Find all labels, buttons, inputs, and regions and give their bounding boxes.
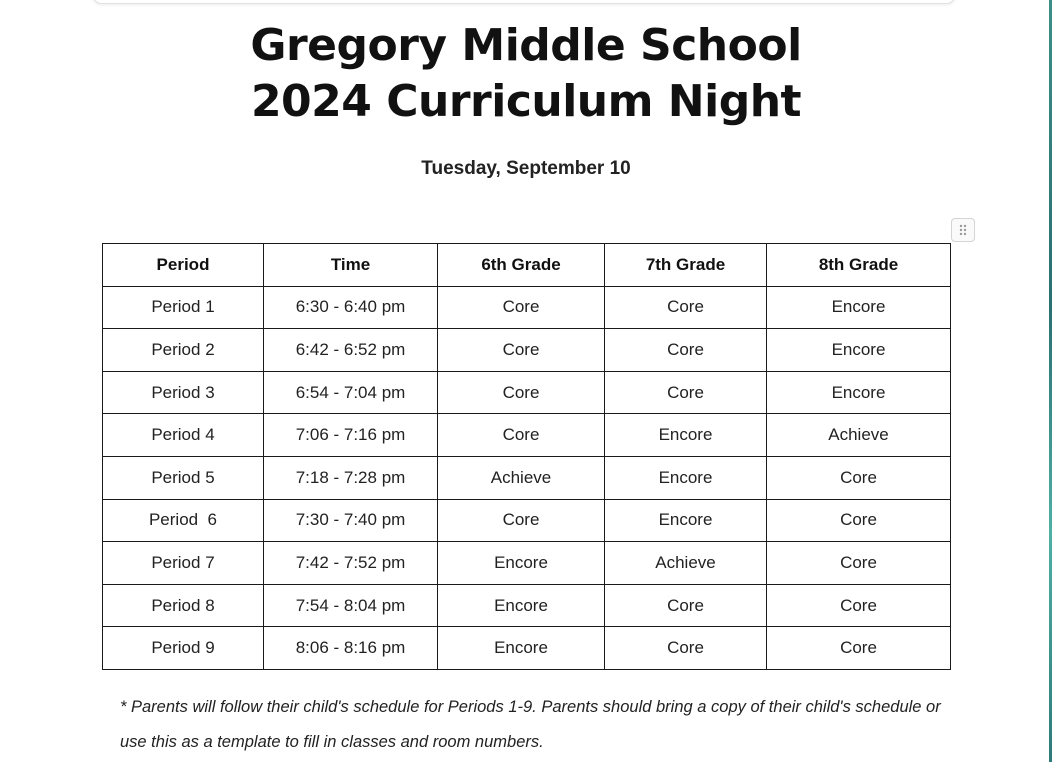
table-cell: Encore xyxy=(605,499,767,542)
table-cell: Period 7 xyxy=(103,542,264,585)
table-row xyxy=(103,371,951,414)
table-cell: Encore xyxy=(767,371,951,414)
table-cell: Core xyxy=(605,584,767,627)
table-cell: Core xyxy=(605,286,767,329)
table-cell: 7:54 - 8:04 pm xyxy=(264,584,438,627)
top-card-edge xyxy=(92,0,956,4)
table-cell: 8:06 - 8:16 pm xyxy=(264,627,438,670)
table-row xyxy=(103,286,951,329)
table-header-row xyxy=(103,244,951,287)
table-cell: Core xyxy=(438,499,605,542)
table-cell: Achieve xyxy=(767,414,951,457)
table-cell: Core xyxy=(767,456,951,499)
drag-handle-icon[interactable] xyxy=(951,218,975,242)
table-cell: 6:42 - 6:52 pm xyxy=(264,329,438,372)
table-cell: 7:06 - 7:16 pm xyxy=(264,414,438,457)
column-header: 8th Grade xyxy=(767,244,951,287)
table-cell: Period 6 xyxy=(103,499,264,542)
table-row xyxy=(103,329,951,372)
table-cell: Period 9 xyxy=(103,627,264,670)
table-cell: Encore xyxy=(438,584,605,627)
column-header: Period xyxy=(103,244,264,287)
column-header: 6th Grade xyxy=(438,244,605,287)
table-cell: Period 4 xyxy=(103,414,264,457)
table-row xyxy=(103,584,951,627)
table-cell: Encore xyxy=(767,329,951,372)
table-cell: Core xyxy=(438,286,605,329)
table-cell: Encore xyxy=(438,627,605,670)
schedule-table xyxy=(102,243,951,670)
table-cell: Achieve xyxy=(605,542,767,585)
title-line-2: 2024 Curriculum Night xyxy=(250,76,802,127)
table-cell: Core xyxy=(605,329,767,372)
table-row xyxy=(103,542,951,585)
title-line-1: Gregory Middle School xyxy=(250,20,802,71)
table-cell: Encore xyxy=(438,542,605,585)
table-row xyxy=(103,499,951,542)
column-header: Time xyxy=(264,244,438,287)
event-date: Tuesday, September 10 xyxy=(421,158,631,179)
page-title xyxy=(0,18,1052,130)
table-cell: Core xyxy=(438,371,605,414)
table-cell: Core xyxy=(767,584,951,627)
table-cell: Period 2 xyxy=(103,329,264,372)
table-cell: 7:18 - 7:28 pm xyxy=(264,456,438,499)
column-header: 7th Grade xyxy=(605,244,767,287)
footnote: * Parents will follow their child's schedule for Periods 1-9. Parents should bring a copy of their child's schedule or use this as a template to fill in classes and room numbers. xyxy=(120,698,941,751)
table-cell: Core xyxy=(605,371,767,414)
table-cell: Encore xyxy=(767,286,951,329)
table-cell: Core xyxy=(605,627,767,670)
table-cell: Core xyxy=(767,627,951,670)
table-cell: Period 1 xyxy=(103,286,264,329)
table-cell: 7:30 - 7:40 pm xyxy=(264,499,438,542)
table-body xyxy=(103,286,951,669)
table-row xyxy=(103,414,951,457)
table-cell: 6:30 - 6:40 pm xyxy=(264,286,438,329)
table-cell: Encore xyxy=(605,414,767,457)
table-row xyxy=(103,627,951,670)
table-cell: Encore xyxy=(605,456,767,499)
table-cell: Period 8 xyxy=(103,584,264,627)
table-cell: Period 3 xyxy=(103,371,264,414)
table-cell: Achieve xyxy=(438,456,605,499)
table-cell: Core xyxy=(438,414,605,457)
table-cell: 7:42 - 7:52 pm xyxy=(264,542,438,585)
table-cell: Core xyxy=(767,542,951,585)
table-cell: Core xyxy=(438,329,605,372)
table-cell: 6:54 - 7:04 pm xyxy=(264,371,438,414)
table-row xyxy=(103,456,951,499)
table-cell: Period 5 xyxy=(103,456,264,499)
table-cell: Core xyxy=(767,499,951,542)
